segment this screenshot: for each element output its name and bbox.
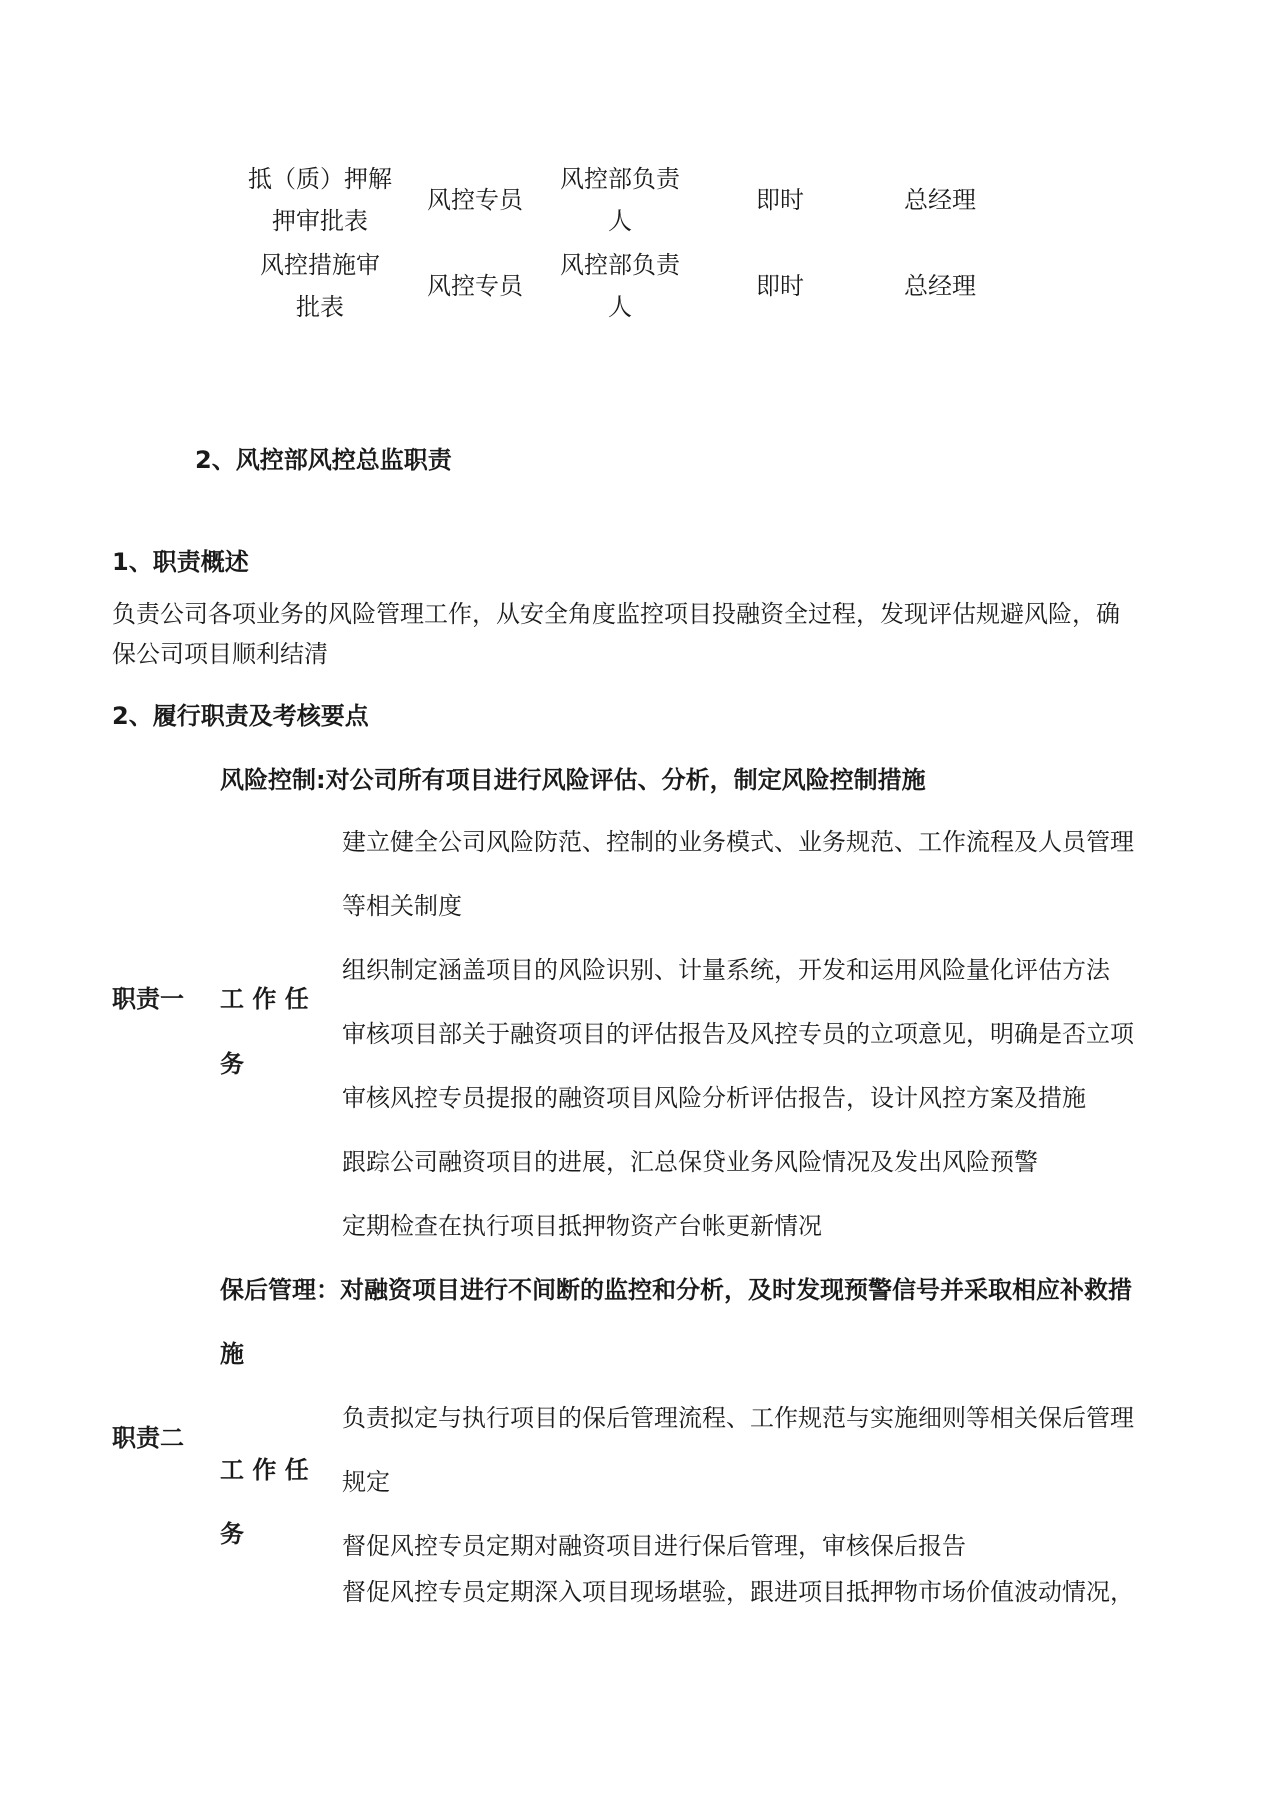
task-item: 督促风控专员定期对融资项目进行保后管理，审核保后报告 [342, 1532, 966, 1560]
task-label: 务 [220, 1050, 244, 1078]
duty-label: 职责一 [112, 985, 184, 1013]
task-label: 工 作 任 [220, 1456, 309, 1484]
reviewer-line: 人 [608, 207, 632, 235]
reviewer-cell [550, 158, 690, 242]
timing-cell: 即时 [756, 186, 804, 214]
form-name-cell [240, 244, 400, 328]
approver-cell: 总经理 [904, 272, 976, 300]
form-name-line: 押审批表 [272, 207, 368, 235]
task-item: 负责拟定与执行项目的保后管理流程、工作规范与实施细则等相关保后管理 [342, 1404, 1134, 1432]
reviewer-cell [550, 244, 690, 328]
form-name-line: 批表 [296, 293, 344, 321]
overview-text-line: 负责公司各项业务的风险管理工作，从安全角度监控项目投融资全过程，发现评估规避风险，确 [112, 600, 1120, 628]
duty-title: 保后管理：对融资项目进行不间断的监控和分析，及时发现预警信号并采取相应补救措 [220, 1276, 1132, 1304]
form-name-cell [240, 158, 400, 242]
submitter-cell: 风控专员 [427, 186, 523, 214]
task-label: 务 [220, 1520, 244, 1548]
duty-title: 风险控制:对公司所有项目进行风险评估、分析，制定风险控制措施 [220, 766, 926, 794]
overview-text-line: 保公司项目顺利结清 [112, 640, 328, 668]
reviewer-line: 风控部负责 [560, 165, 680, 193]
overview-heading: 1、职责概述 [112, 548, 249, 576]
submitter-cell: 风控专员 [427, 272, 523, 300]
approver-cell: 总经理 [904, 186, 976, 214]
duty-title: 施 [220, 1340, 244, 1368]
reviewer-line: 人 [608, 293, 632, 321]
task-item: 审核风控专员提报的融资项目风险分析评估报告，设计风控方案及措施 [342, 1084, 1086, 1112]
reviewer-line: 风控部负责 [560, 251, 680, 279]
task-label: 工 作 任 [220, 985, 309, 1013]
duty-label: 职责二 [112, 1424, 184, 1452]
form-name-line: 风控措施审 [260, 251, 380, 279]
task-item: 等相关制度 [342, 892, 462, 920]
task-item: 督促风控专员定期深入项目现场堪验，跟进项目抵押物市场价值波动情况， [342, 1578, 1134, 1606]
form-name-line: 抵（质）押解 [248, 165, 392, 193]
task-item: 定期检查在执行项目抵押物资产台帐更新情况 [342, 1212, 822, 1240]
timing-cell: 即时 [756, 272, 804, 300]
task-item: 规定 [342, 1468, 390, 1496]
section-title: 2、风控部风控总监职责 [195, 446, 452, 474]
task-item: 建立健全公司风险防范、控制的业务模式、业务规范、工作流程及人员管理 [342, 828, 1134, 856]
duties-heading: 2、履行职责及考核要点 [112, 702, 369, 730]
task-item: 组织制定涵盖项目的风险识别、计量系统，开发和运用风险量化评估方法 [342, 956, 1110, 984]
task-item: 审核项目部关于融资项目的评估报告及风控专员的立项意见，明确是否立项 [342, 1020, 1134, 1048]
task-item: 跟踪公司融资项目的进展，汇总保贷业务风险情况及发出风险预警 [342, 1148, 1038, 1176]
